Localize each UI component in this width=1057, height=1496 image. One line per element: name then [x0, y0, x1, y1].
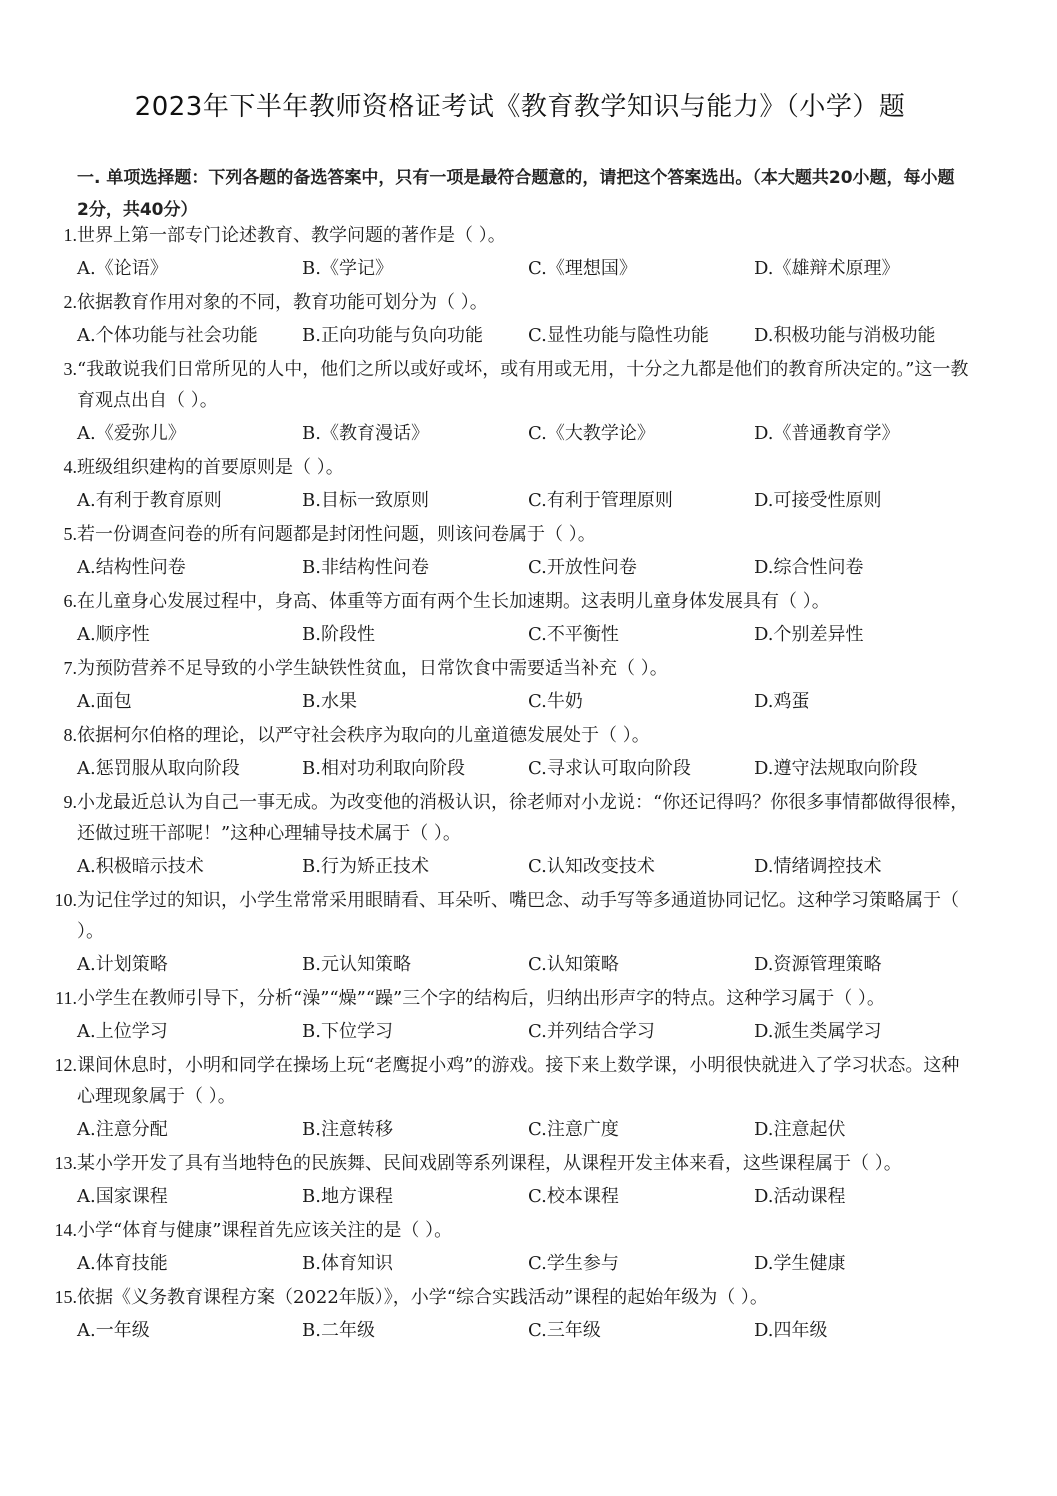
option-b: B.元认知策略	[302, 954, 411, 975]
question-text: 小学生在教师引导下，分析“澡”“燥”“躁”三个字的结构后，归纳出形声字的特点。这种学习属于（ ）。	[77, 988, 885, 1009]
option-d: D.《雄辩术原理》	[754, 258, 900, 279]
option-row	[0, 849, 1057, 885]
question-stem	[0, 787, 1057, 849]
option-c: C.开放性问卷	[528, 557, 637, 578]
option-row	[0, 550, 1057, 586]
question-item	[0, 220, 1057, 287]
question-number: 1.	[63, 225, 77, 245]
option-d: D.派生类属学习	[754, 1021, 882, 1042]
question-item	[0, 1215, 1057, 1282]
question-item	[0, 983, 1057, 1050]
option-b: B.体育知识	[302, 1253, 393, 1274]
option-a: A.惩罚服从取向阶段	[77, 758, 240, 779]
option-c: C.认知策略	[528, 954, 619, 975]
option-d: D.四年级	[754, 1320, 828, 1341]
question-item	[0, 1282, 1057, 1349]
question-stem	[0, 1282, 1057, 1313]
option-row	[0, 617, 1057, 653]
option-a: A.积极暗示技术	[77, 856, 204, 877]
question-item	[0, 787, 1057, 885]
option-c: C.注意广度	[528, 1119, 619, 1140]
question-number: 13.	[54, 1153, 77, 1173]
option-c: C.校本课程	[528, 1186, 619, 1207]
option-d: D.鸡蛋	[754, 691, 810, 712]
option-b: B.二年级	[302, 1320, 375, 1341]
option-row	[0, 751, 1057, 787]
option-b: B.相对功利取向阶段	[302, 758, 465, 779]
option-row	[0, 416, 1057, 452]
option-a: A.国家课程	[77, 1186, 168, 1207]
option-c: C.有利于管理原则	[528, 490, 673, 511]
option-b: B.《学记》	[302, 258, 393, 279]
question-stem	[0, 653, 1057, 684]
question-stem	[0, 287, 1057, 318]
question-stem	[0, 452, 1057, 483]
option-a: A.计划策略	[77, 954, 168, 975]
option-row	[0, 1179, 1057, 1215]
option-b: B.注意转移	[302, 1119, 393, 1140]
option-row	[0, 1246, 1057, 1282]
option-d: D.学生健康	[754, 1253, 846, 1274]
question-number: 8.	[63, 725, 77, 745]
question-text: 依据柯尔伯格的理论，以严守社会秩序为取向的儿童道德发展处于（ ）。	[77, 725, 650, 746]
question-text: 小龙最近总认为自己一事无成。为改变他的消极认识，徐老师对小龙说：“你还记得吗？你很多事情都做得很棒，还做过班干部呢！”这种心理辅导技术属于（ ）。	[77, 792, 969, 844]
option-b: B.行为矫正技术	[302, 856, 429, 877]
question-item	[0, 1050, 1057, 1148]
question-stem	[0, 586, 1057, 617]
option-b: B.非结构性问卷	[302, 557, 429, 578]
question-number: 5.	[63, 524, 77, 544]
question-stem	[0, 1215, 1057, 1246]
question-item	[0, 354, 1057, 452]
option-a: A.个体功能与社会功能	[77, 325, 258, 346]
option-d: D.积极功能与消极功能	[754, 325, 936, 346]
option-row	[0, 318, 1057, 354]
option-d: D.资源管理策略	[754, 954, 882, 975]
question-number: 9.	[63, 792, 77, 812]
question-item	[0, 885, 1057, 983]
option-row	[0, 1014, 1057, 1050]
question-item	[0, 720, 1057, 787]
option-a: A.体育技能	[77, 1253, 168, 1274]
question-text: 为记住学过的知识，小学生常常采用眼睛看、耳朵听、嘴巴念、动手写等多通道协同记忆。这种学习策略属于（ ）。	[77, 890, 959, 942]
option-d: D.遵守法规取向阶段	[754, 758, 918, 779]
question-text: 在儿童身心发展过程中，身高、体重等方面有两个生长加速期。这表明儿童身体发展具有（ ）。	[77, 591, 830, 612]
question-text: 课间休息时，小明和同学在操场上玩“老鹰捉小鸡”的游戏。接下来上数学课，小明很快就进入了学习状态。这种心理现象属于（ ）。	[77, 1055, 960, 1107]
question-text: 小学“体育与健康”课程首先应该关注的是（ ）。	[77, 1220, 453, 1241]
option-b: B.阶段性	[302, 624, 375, 645]
option-c: C.牛奶	[528, 691, 583, 712]
question-number: 15.	[54, 1287, 77, 1307]
section-heading: 一. 单项选择题：下列各题的备选答案中，只有一项是最符合题意的，请把这个答案选出。（本大题共20小题，每小题2分，共40分）	[77, 168, 955, 220]
question-stem	[0, 983, 1057, 1014]
option-b: B.目标一致原则	[302, 490, 429, 511]
option-b: B.下位学习	[302, 1021, 393, 1042]
question-number: 2.	[63, 292, 77, 312]
option-c: C.三年级	[528, 1320, 601, 1341]
option-row	[0, 1112, 1057, 1148]
question-text: 世界上第一部专门论述教育、教学问题的著作是（ ）。	[77, 225, 506, 246]
question-stem	[0, 519, 1057, 550]
option-d: D.综合性问卷	[754, 557, 864, 578]
option-c: C.寻求认可取向阶段	[528, 758, 691, 779]
question-text: 为预防营养不足导致的小学生缺铁性贫血，日常饮食中需要适当补充（ ）。	[77, 658, 668, 679]
question-number: 4.	[63, 457, 77, 477]
question-number: 6.	[63, 591, 77, 611]
question-number: 10.	[54, 890, 77, 910]
question-stem	[0, 720, 1057, 751]
option-a: A.面包	[77, 691, 132, 712]
question-stem	[0, 885, 1057, 947]
option-b: B.正向功能与负向功能	[302, 325, 483, 346]
question-number: 11.	[55, 988, 77, 1008]
option-d: D.《普通教育学》	[754, 423, 900, 444]
question-number: 3.	[63, 359, 77, 379]
question-item	[0, 586, 1057, 653]
option-c: C.不平衡性	[528, 624, 619, 645]
option-c: C.并列结合学习	[528, 1021, 655, 1042]
question-text: “我敢说我们日常所见的人中，他们之所以或好或坏，或有用或无用，十分之九都是他们的教育所决定的。”这一教育观点出自（ ）。	[77, 359, 969, 411]
question-text: 若一份调查问卷的所有问题都是封闭性问题，则该问卷属于（ ）。	[77, 524, 596, 545]
option-b: B.水果	[302, 691, 357, 712]
question-text: 依据《义务教育课程方案（2022年版）》，小学“综合实践活动”课程的起始年级为（ ）。	[77, 1287, 768, 1308]
question-item	[0, 519, 1057, 586]
question-stem	[0, 1148, 1057, 1179]
option-c: C.显性功能与隐性功能	[528, 325, 709, 346]
option-d: D.注意起伏	[754, 1119, 846, 1140]
question-number: 14.	[54, 1220, 77, 1240]
option-c: C.学生参与	[528, 1253, 619, 1274]
question-item	[0, 287, 1057, 354]
question-text: 某小学开发了具有当地特色的民族舞、民间戏剧等系列课程，从课程开发主体来看，这些课程属于（ ）。	[77, 1153, 902, 1174]
question-item	[0, 1148, 1057, 1215]
option-row	[0, 1313, 1057, 1349]
question-number: 7.	[63, 658, 77, 678]
question-item	[0, 452, 1057, 519]
option-d: D.个别差异性	[754, 624, 864, 645]
option-c: C.认知改变技术	[528, 856, 655, 877]
page-title: 2023年下半年教师资格证考试《教育教学知识与能力》（小学）题	[134, 92, 906, 122]
question-number: 12.	[54, 1055, 77, 1075]
question-stem	[0, 220, 1057, 251]
option-d: D.活动课程	[754, 1186, 846, 1207]
question-text: 班级组织建构的首要原则是（ ）。	[77, 457, 344, 478]
question-stem	[0, 1050, 1057, 1112]
option-c: C.《理想国》	[528, 258, 637, 279]
option-a: A.《爱弥儿》	[77, 423, 186, 444]
option-d: D.可接受性原则	[754, 490, 882, 511]
option-row	[0, 251, 1057, 287]
option-a: A.顺序性	[77, 624, 150, 645]
option-a: A.有利于教育原则	[77, 490, 222, 511]
option-b: B.《教育漫话》	[302, 423, 429, 444]
option-a: A.《论语》	[77, 258, 168, 279]
option-d: D.情绪调控技术	[754, 856, 882, 877]
option-c: C.《大教学论》	[528, 423, 655, 444]
option-a: A.结构性问卷	[77, 557, 186, 578]
question-list	[0, 220, 1057, 1349]
question-text: 依据教育作用对象的不同，教育功能可划分为（ ）。	[77, 292, 488, 313]
option-a: A.一年级	[77, 1320, 150, 1341]
option-row	[0, 947, 1057, 983]
option-a: A.注意分配	[77, 1119, 168, 1140]
question-item	[0, 653, 1057, 720]
option-row	[0, 684, 1057, 720]
option-row	[0, 483, 1057, 519]
option-a: A.上位学习	[77, 1021, 168, 1042]
question-stem	[0, 354, 1057, 416]
option-b: B.地方课程	[302, 1186, 393, 1207]
